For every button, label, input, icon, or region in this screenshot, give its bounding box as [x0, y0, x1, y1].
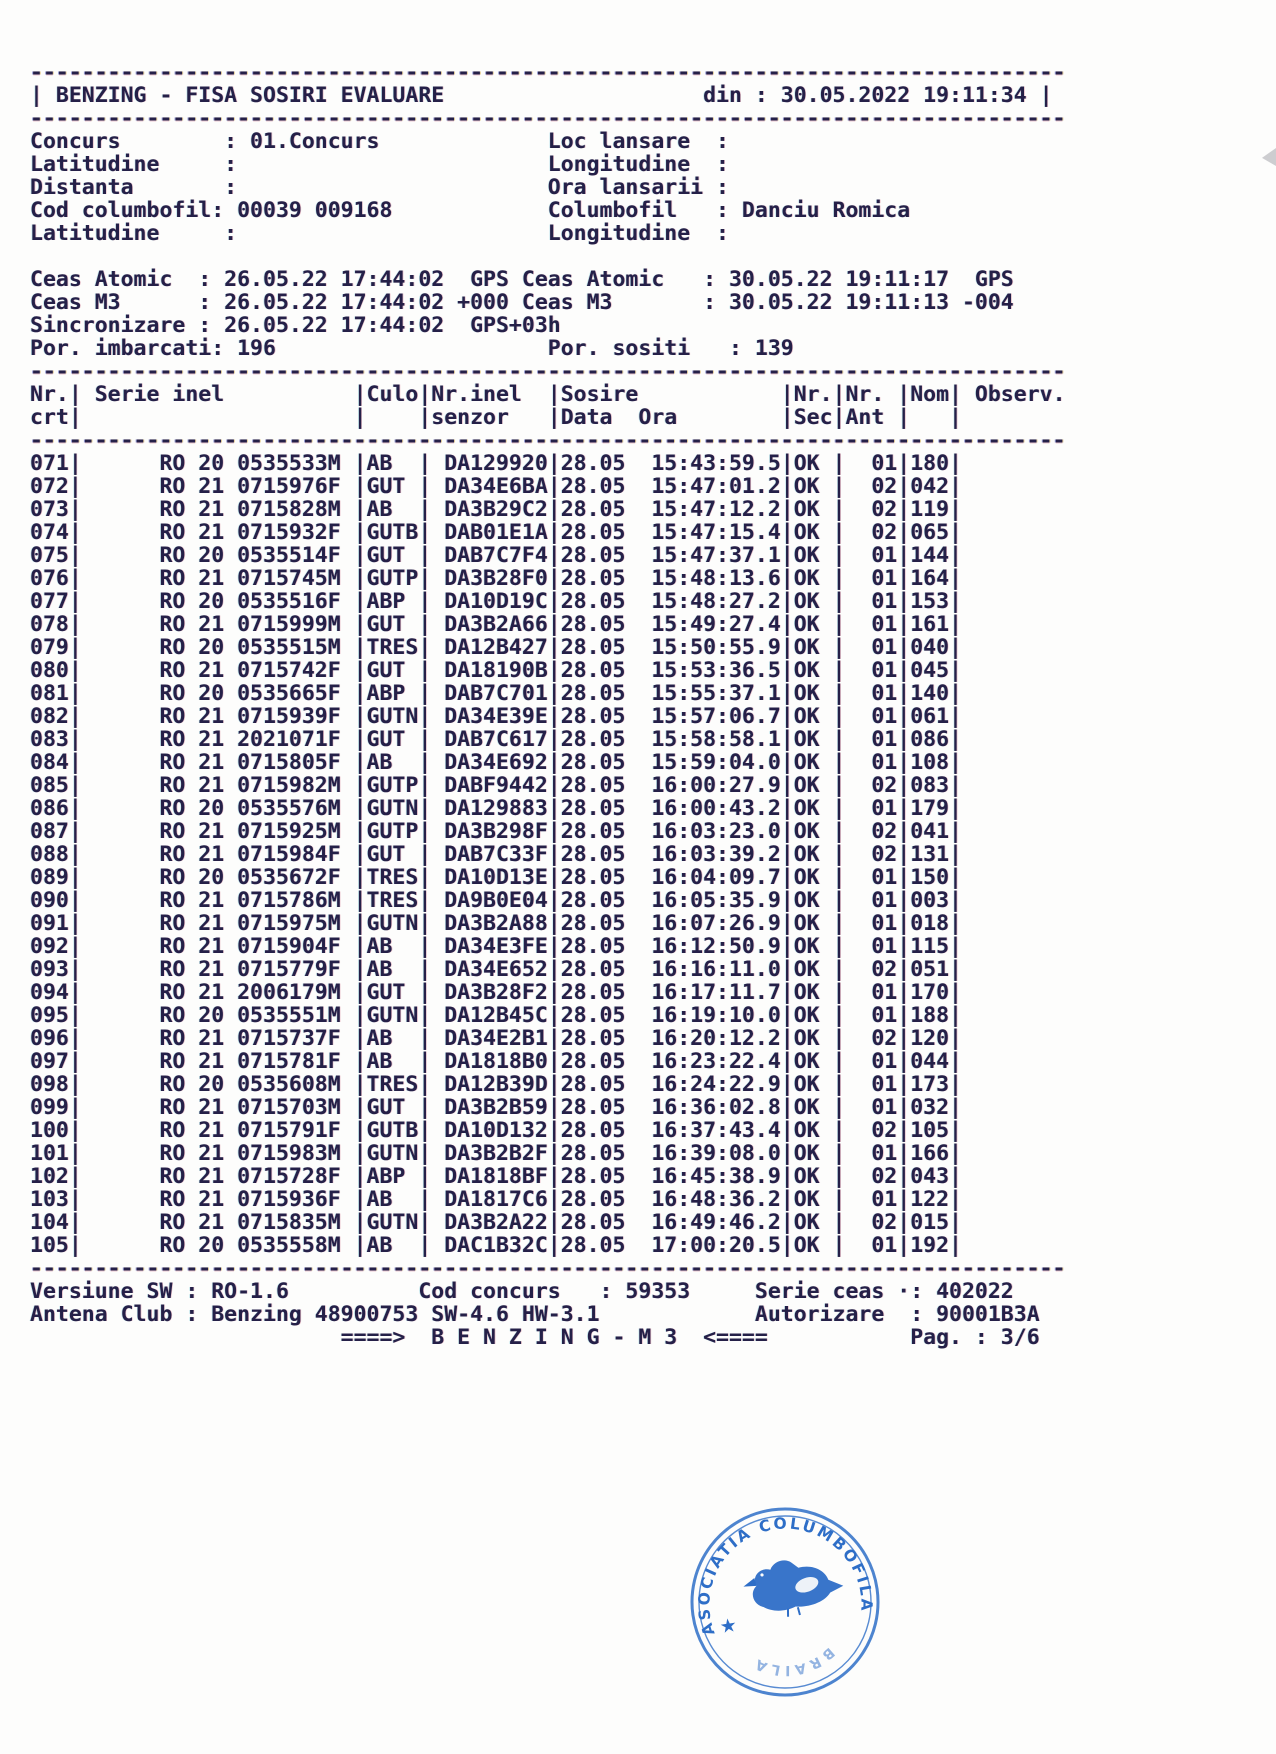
banner-line: ====> B E N Z I N G - M 3 <==== Pag. : 3/6: [30, 1325, 1040, 1350]
table-row: 073| RO 21 0715828M |AB | DA3B29C2|28.05 15:47:12.2|OK | 02|119|: [30, 497, 962, 522]
footer-line: Versiune SW : RO-1.6 Cod concurs : 59353 Serie ceas ·: 402022: [30, 1279, 1014, 1304]
counts-line: Por. imbarcati: 196 Por. sositi : 139: [30, 336, 794, 361]
table-row: 086| RO 20 0535576M |GUTN| DA129883|28.05 16:00:43.2|OK | 01|179|: [30, 796, 962, 821]
table-row: 101| RO 21 0715983M |GUTN| DA3B2B2F|28.05 16:39:08.0|OK | 01|166|: [30, 1141, 962, 1166]
table-row: 085| RO 21 0715982M |GUTP| DABF9442|28.05 16:00:27.9|OK | 02|083|: [30, 773, 962, 798]
table-row: 077| RO 20 0535516F |ABP | DA10D19C|28.05 15:48:27.2|OK | 01|153|: [30, 589, 962, 614]
table-row: 090| RO 21 0715786M |TRES| DA9B0E04|28.05 16:05:35.9|OK | 01|003|: [30, 888, 962, 913]
report-text: [30, 61, 1066, 1349]
table-row: 102| RO 21 0715728F |ABP | DA1818BF|28.05 16:45:38.9|OK | 02|043|: [30, 1164, 962, 1189]
separator-line: --------------------------------------------------------------------------------: [30, 359, 1066, 384]
table-row: 091| RO 21 0715975M |GUTN| DA3B2A88|28.05 16:07:26.9|OK | 01|018|: [30, 911, 962, 936]
table-row: 071| RO 20 0535533M |AB | DA129920|28.05 15:43:59.5|OK | 01|180|: [30, 451, 962, 476]
info-line: Distanta : Ora lansarii :: [30, 175, 729, 200]
separator-line: --------------------------------------------------------------------------------: [30, 106, 1066, 131]
stamp-bottom-text: BRAILA: [749, 1643, 838, 1678]
clock-line: Sincronizare : 26.05.22 17:44:02 GPS+03h: [30, 313, 561, 338]
table-row: 080| RO 21 0715742F |GUT | DA18190B|28.05 15:53:36.5|OK | 01|045|: [30, 658, 962, 683]
stamp-star-icon: ★: [718, 1614, 739, 1639]
table-row: 081| RO 20 0535665F |ABP | DAB7C701|28.05 15:55:37.1|OK | 01|140|: [30, 681, 962, 706]
info-line: Latitudine : Longitudine :: [30, 221, 729, 246]
table-row: 072| RO 21 0715976F |GUT | DA34E6BA|28.05 15:47:01.2|OK | 02|042|: [30, 474, 962, 499]
table-row: 100| RO 21 0715791F |GUTB| DA10D132|28.05 16:37:43.4|OK | 02|105|: [30, 1118, 962, 1143]
table-row: 075| RO 20 0535514F |GUT | DAB7C7F4|28.05 15:47:37.1|OK | 01|144|: [30, 543, 962, 568]
table-row: 093| RO 21 0715779F |AB | DA34E652|28.05 16:16:11.0|OK | 02|051|: [30, 957, 962, 982]
table-row: 089| RO 20 0535672F |TRES| DA10D13E|28.05 16:04:09.7|OK | 01|150|: [30, 865, 962, 890]
table-row: 098| RO 20 0535608M |TRES| DA12B39D|28.05 16:24:22.9|OK | 01|173|: [30, 1072, 962, 1097]
table-header-line: Nr.| Serie inel |Culo|Nr.inel |Sosire |Nr.|Nr. |Nom| Observ.: [30, 382, 1066, 407]
table-row: 088| RO 21 0715984F |GUT | DAB7C33F|28.05 16:03:39.2|OK | 02|131|: [30, 842, 962, 867]
table-row: 094| RO 21 2006179M |GUT | DA3B28F2|28.05 16:17:11.7|OK | 01|170|: [30, 980, 962, 1005]
table-row: 105| RO 20 0535558M |AB | DAC1B32C|28.05 17:00:20.5|OK | 01|192|: [30, 1233, 962, 1258]
table-row: 079| RO 20 0535515M |TRES| DA12B427|28.05 15:50:55.9|OK | 01|040|: [30, 635, 962, 660]
table-header-line: crt| | |senzor |Data Ora |Sec|Ant | |: [30, 405, 1066, 430]
pigeon-icon: [741, 1553, 847, 1623]
table-row: 074| RO 21 0715932F |GUTB| DAB01E1A|28.05 15:47:15.4|OK | 02|065|: [30, 520, 962, 545]
blank-line: [30, 245, 1066, 268]
info-line: Latitudine : Longitudine :: [30, 152, 729, 177]
footer-line: Antena Club : Benzing 48900753 SW-4.6 HW-3.1 Autorizare : 90001B3A: [30, 1302, 1040, 1327]
table-row: 078| RO 21 0715999M |GUT | DA3B2A66|28.05 15:49:27.4|OK | 01|161|: [30, 612, 962, 637]
table-row: 097| RO 21 0715781F |AB | DA1818B0|28.05 16:23:22.4|OK | 01|044|: [30, 1049, 962, 1074]
separator-line: --------------------------------------------------------------------------------: [30, 1256, 1066, 1281]
separator-line: --------------------------------------------------------------------------------: [30, 428, 1066, 453]
report-header-line: | BENZING - FISA SOSIRI EVALUARE din : 30.05.2022 19:11:34 |: [30, 83, 1053, 108]
table-row: 096| RO 21 0715737F |AB | DA34E2B1|28.05 16:20:12.2|OK | 02|120|: [30, 1026, 962, 1051]
clock-line: Ceas Atomic : 26.05.22 17:44:02 GPS Ceas Atomic : 30.05.22 19:11:17 GPS: [30, 267, 1014, 292]
table-row: 095| RO 20 0535551M |GUTN| DA12B45C|28.05 16:19:10.0|OK | 01|188|: [30, 1003, 962, 1028]
table-row: 103| RO 21 0715936F |AB | DA1817C6|28.05 16:48:36.2|OK | 01|122|: [30, 1187, 962, 1212]
scan-artifact: [1262, 148, 1276, 166]
table-row: 092| RO 21 0715904F |AB | DA34E3FE|28.05 16:12:50.9|OK | 01|115|: [30, 934, 962, 959]
stamp-arc-text: ASOCIATIA COLUMBOFILA: [695, 1514, 876, 1638]
table-row: 099| RO 21 0715703M |GUT | DA3B2B59|28.05 16:36:02.8|OK | 01|032|: [30, 1095, 962, 1120]
club-stamp: [683, 1496, 887, 1708]
table-row: 076| RO 21 0715745M |GUTP| DA3B28F0|28.05 15:48:13.6|OK | 01|164|: [30, 566, 962, 591]
table-row: 083| RO 21 2021071F |GUT | DAB7C617|28.05 15:58:58.1|OK | 01|086|: [30, 727, 962, 752]
table-row: 082| RO 21 0715939F |GUTN| DA34E39E|28.05 15:57:06.7|OK | 01|061|: [30, 704, 962, 729]
info-line: Concurs : 01.Concurs Loc lansare :: [30, 129, 729, 154]
clock-line: Ceas M3 : 26.05.22 17:44:02 +000 Ceas M3 : 30.05.22 19:11:13 -004: [30, 290, 1014, 315]
table-row: 084| RO 21 0715805F |AB | DA34E692|28.05 15:59:04.0|OK | 01|108|: [30, 750, 962, 775]
table-row: 104| RO 21 0715835M |GUTN| DA3B2A22|28.05 16:49:46.2|OK | 02|015|: [30, 1210, 962, 1235]
info-line: Cod columbofil: 00039 009168 Columbofil : Danciu Romica: [30, 198, 911, 223]
table-row: 087| RO 21 0715925M |GUTP| DA3B298F|28.05 16:03:23.0|OK | 02|041|: [30, 819, 962, 844]
separator-line: --------------------------------------------------------------------------------: [30, 60, 1066, 85]
